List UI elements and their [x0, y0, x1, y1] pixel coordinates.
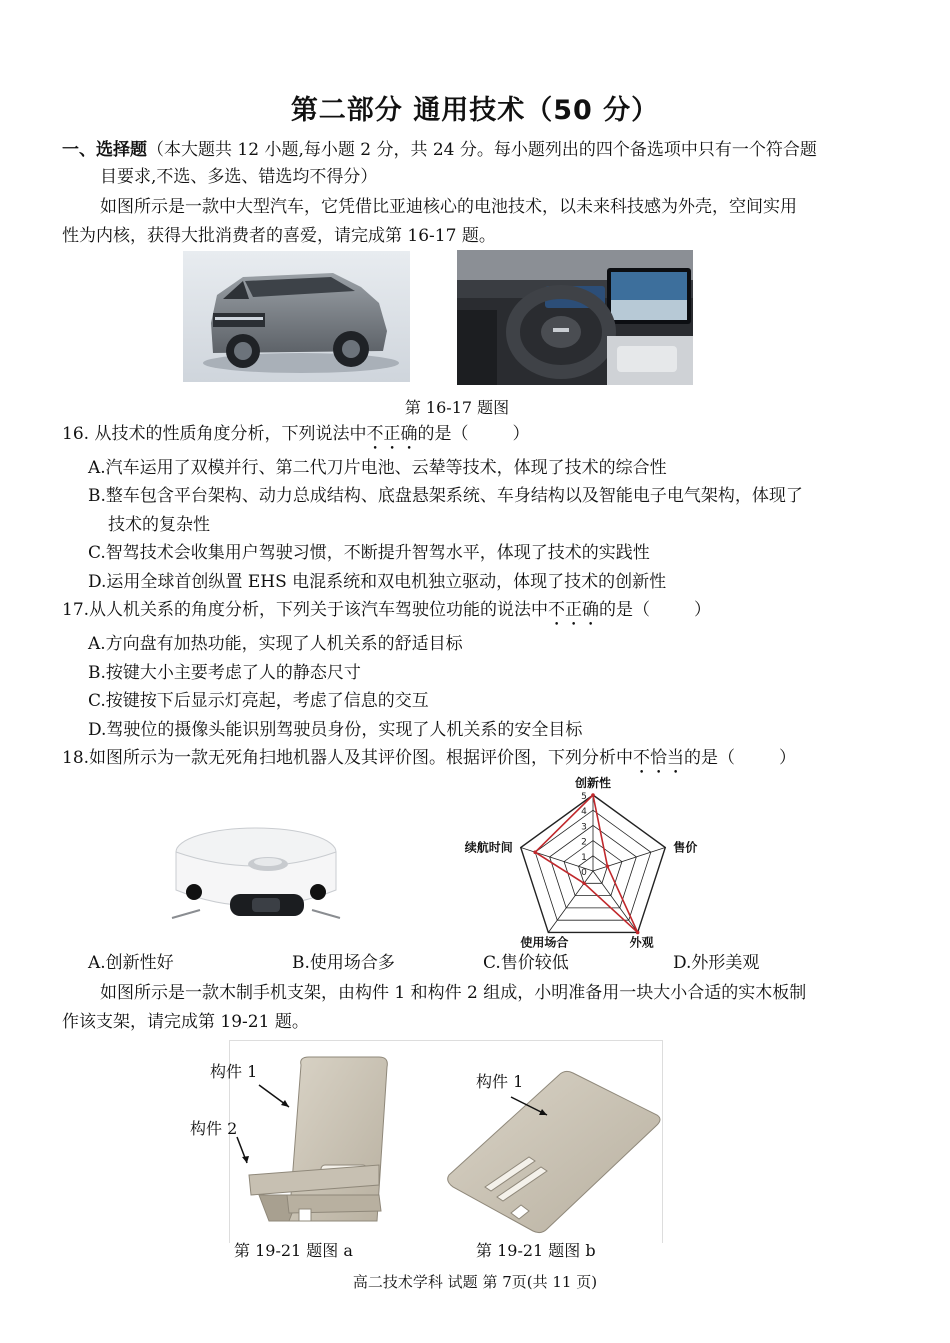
- radar-chart: [455, 775, 715, 950]
- caption-fig-a: 第 19-21 题图 a: [234, 1241, 353, 1260]
- page-footer: 高二技术学科 试题 第 7页(共 11 页): [352, 1273, 598, 1291]
- intro-16-17-line2: 性为内核，获得大批消费者的喜爱，请完成第 16-17 题。: [62, 226, 496, 246]
- section-heading-line: [62, 139, 817, 161]
- q18-stem-after: 的是（: [684, 748, 736, 768]
- radar-scale-label-1: 1: [581, 852, 587, 863]
- q18-stem-before: 18.如图所示为一款无死角扫地机器人及其评价图。根据评价图，下列分析中: [62, 748, 634, 768]
- q16-option-b: B.整车包含平台架构、动力总成结构、底盘悬架系统、车身结构以及智能电子电气架构，体现了: [88, 486, 803, 506]
- radar-point-0-0: [591, 793, 595, 797]
- q17-stem-after: 的是（: [599, 600, 651, 620]
- q18-stem-close: ）: [779, 748, 797, 768]
- section-heading: 一、选择题: [62, 140, 147, 160]
- q17-stem: [62, 599, 711, 630]
- radar-category-label-0: 创新性: [574, 776, 612, 790]
- q16-option-c: C.智驾技术会收集用户驾驶习惯，不断提升智驾水平，体现了技术的实践性: [88, 543, 650, 563]
- page-title: 第二部分 通用技术（50 分）: [290, 95, 660, 126]
- phone-stand-drawings: [229, 1045, 661, 1240]
- q16-stem-after: 的是（: [417, 424, 469, 444]
- q17-stem-before: 17.从人机关系的角度分析，下列关于该汽车驾驶位功能的说法中: [62, 600, 549, 620]
- radar-axis-2: [593, 871, 638, 932]
- radar-category-label-3: 使用场合: [520, 935, 569, 950]
- radar-scale-label-0: 0: [581, 868, 587, 878]
- q17-option-c: C.按键按下后显示灯亮起，考虑了信息的交互: [88, 691, 429, 711]
- radar-point-0-4: [533, 850, 537, 854]
- q16-option-a: A.汽车运用了双模并行、第二代刀片电池、云辇等技术，体现了技术的综合性: [88, 458, 667, 478]
- q18-stem-emphasis: 不恰当: [633, 748, 685, 768]
- car-exterior-image: [183, 251, 410, 382]
- radar-category-label-4: 续航时间: [464, 840, 513, 855]
- intro-19-21-line1: 如图所示是一款木制手机支架，由构件 1 和构件 2 组成，小明准备用一块大小合适的实木板制: [100, 983, 807, 1003]
- radar-scale-label-3: 3: [581, 822, 587, 833]
- q17-option-a: A.方向盘有加热功能，实现了人机关系的舒适目标: [88, 634, 463, 654]
- radar-chart-svg: [455, 775, 715, 950]
- q16-stem-close: ）: [512, 424, 530, 444]
- q18-option-a: A.创新性好: [88, 953, 174, 973]
- q16-stem: [62, 423, 529, 454]
- q16-stem-before: 16. 从技术的性质角度分析，下列说法中: [62, 424, 367, 444]
- q18-option-d: D.外形美观: [673, 953, 760, 973]
- car-interior-image: [457, 250, 693, 385]
- radar-point-0-1: [606, 865, 610, 869]
- section-instruction: （本大题共 12 小题,每小题 2 分，共 24 分。每小题列出的四个备选项中只有一个符合题: [147, 140, 817, 160]
- q17-option-b: B.按键大小主要考虑了人的静态尺寸: [88, 663, 361, 683]
- radar-axis-3: [548, 871, 593, 932]
- q17-stem-emphasis: 不正确: [548, 600, 600, 620]
- radar-point-0-2: [636, 931, 640, 935]
- q17-option-d: D.驾驶位的摄像头能识别驾驶员身份，实现了人机关系的安全目标: [88, 720, 583, 740]
- radar-scale-label-4: 4: [581, 807, 587, 818]
- fig-b-label-part1: 构件 1: [476, 1072, 524, 1091]
- robot-vacuum-image: [170, 822, 342, 930]
- radar-category-label-2: 外观: [629, 935, 654, 950]
- q16-option-d: D.运用全球首创纵置 EHS 电混系统和双电机独立驱动，体现了技术的创新性: [88, 572, 667, 592]
- q16-stem-emphasis: 不正确: [366, 424, 418, 444]
- radar-category-label-1: 售价: [673, 840, 698, 855]
- section-instruction-cont: 目要求,不选、多选、错选均不得分）: [100, 167, 378, 187]
- caption-fig-b: 第 19-21 题图 b: [476, 1241, 596, 1260]
- fig-a-label-part1: 构件 1: [210, 1062, 258, 1081]
- q17-stem-close: ）: [694, 600, 712, 620]
- figure-caption-16-17: 第 16-17 题图: [404, 398, 510, 417]
- q18-option-b: B.使用场合多: [292, 953, 395, 973]
- intro-19-21-line2: 作该支架，请完成第 19-21 题。: [62, 1012, 309, 1032]
- intro-16-17-line1: 如图所示是一款中大型汽车，它凭借比亚迪核心的电池技术，以未来科技感为外壳，空间实用: [100, 197, 797, 217]
- q18-stem: [62, 747, 796, 778]
- radar-scale-label-5: 5: [581, 792, 587, 802]
- radar-point-0-3: [582, 881, 586, 885]
- radar-scale-label-2: 2: [581, 837, 587, 848]
- q18-option-c: C.售价较低: [483, 953, 569, 973]
- q16-option-b-cont: 技术的复杂性: [108, 515, 210, 535]
- fig-a-label-part2: 构件 2: [190, 1119, 238, 1138]
